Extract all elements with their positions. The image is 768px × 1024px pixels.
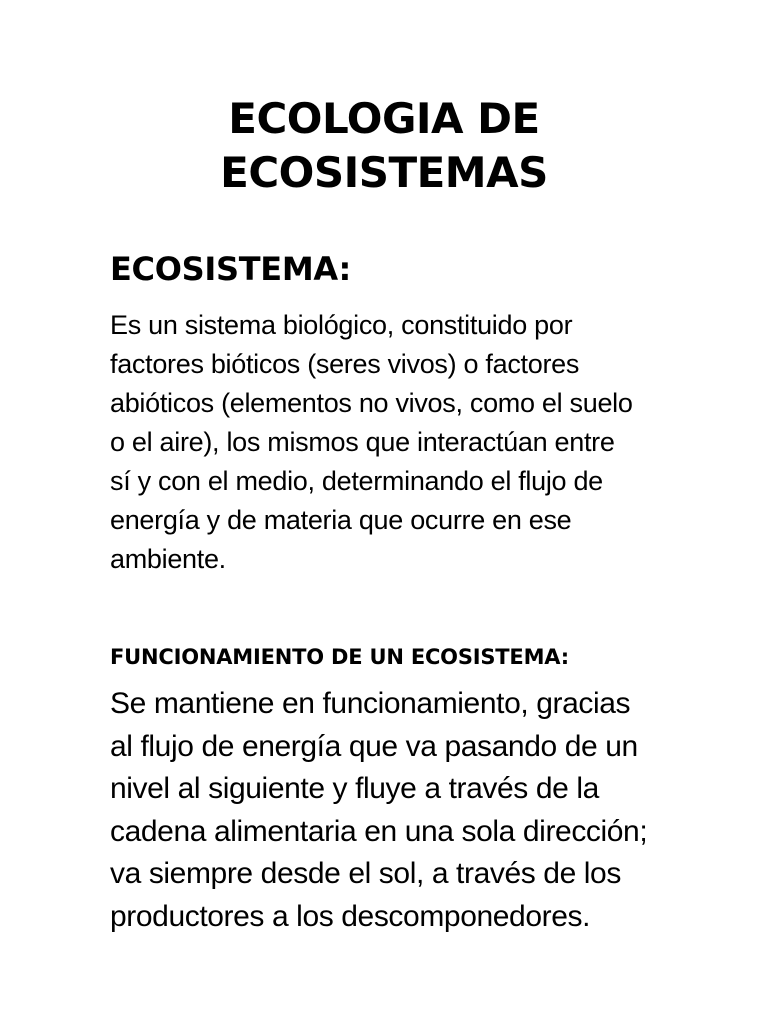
text-line: al flujo de energía que va pasando de un <box>110 729 638 763</box>
title-line: ECOLOGIA DE <box>228 94 540 143</box>
page-title <box>0 92 768 200</box>
paragraph-funcionamiento <box>110 683 690 938</box>
text-line: productores a los descomponedores. <box>110 899 591 933</box>
text-line: o el aire), los mismos que interactúan entre <box>110 427 615 457</box>
title-line: ECOSISTEMAS <box>220 148 548 197</box>
text-line: va siempre desde el sol, a través de los <box>110 857 621 890</box>
text-line: energía y de materia que ocurre en ese <box>110 505 572 535</box>
text-line: Se mantiene en funcionamiento, gracias <box>110 687 631 720</box>
text-line: nivel al siguiente y fluye a través de la <box>110 772 599 805</box>
text-line: ambiente. <box>110 544 226 574</box>
text-line: Es un sistema biológico, constituido por <box>110 310 573 340</box>
text-line: cadena alimentaria en una sola dirección; <box>110 814 648 848</box>
text-line: sí y con el medio, determinando el flujo de <box>110 466 603 496</box>
text-line: factores bióticos (seres vivos) o factores <box>110 349 580 379</box>
section-heading-ecosistema: ECOSISTEMA: <box>110 250 351 288</box>
paragraph-ecosistema-definition <box>110 306 670 579</box>
section-heading-funcionamiento: FUNCIONAMIENTO DE UN ECOSISTEMA: <box>110 645 569 669</box>
text-line: abióticos (elementos no vivos, como el suelo <box>110 388 633 418</box>
